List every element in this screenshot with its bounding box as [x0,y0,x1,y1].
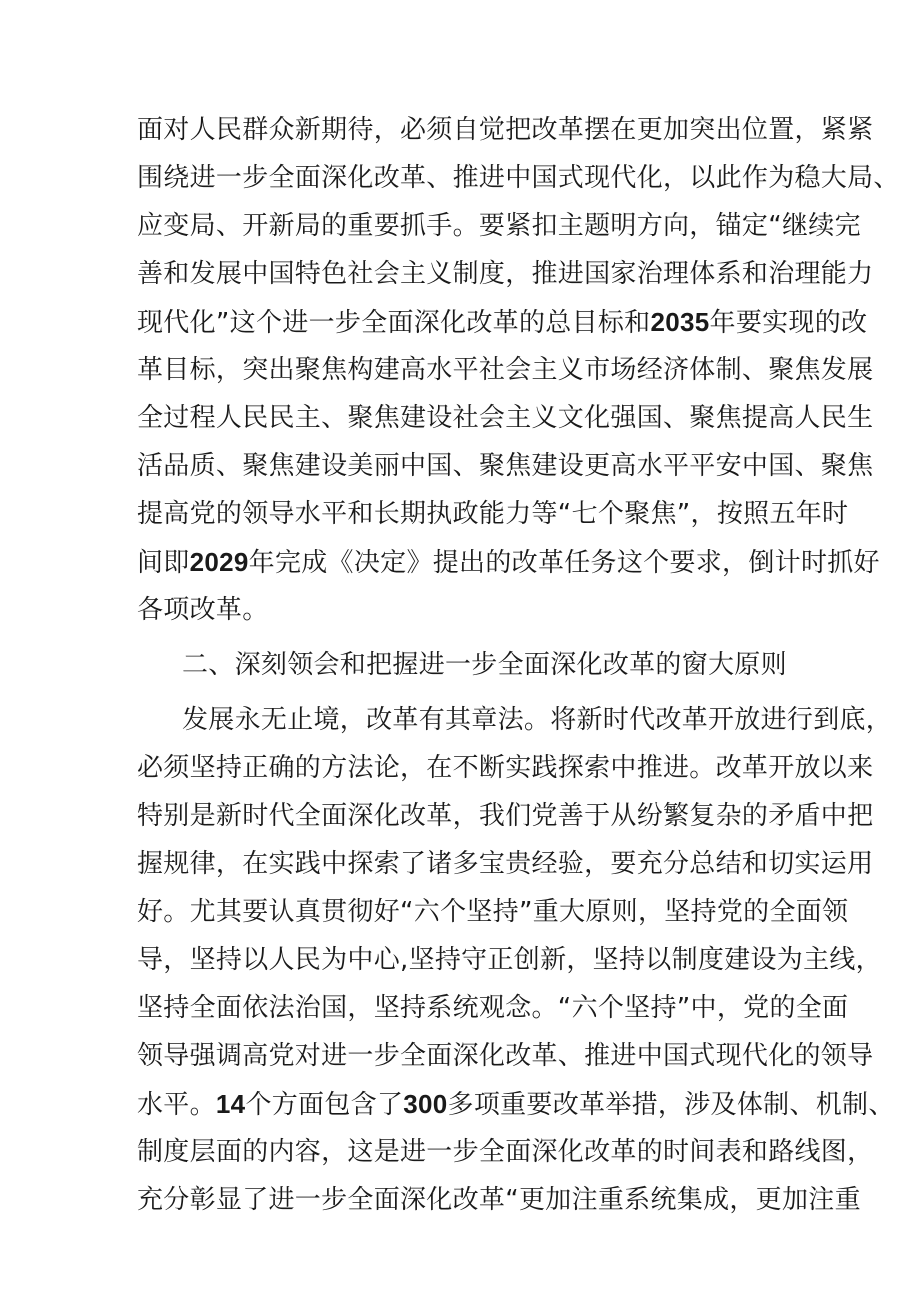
number-text: 2035 [650,307,710,337]
paragraph-line: 好。尤其要认真贯彻好“六个坚持”重大原则，坚持党的全面领 [137,897,849,927]
paragraph-line: 坚持全面依法治国，坚持系统观念。“六个坚持”中，党的全面 [137,993,849,1023]
section-heading: 二、深刻领会和把握进一步全面深化改革的窗大原则 [182,650,787,680]
paragraph-line: 发展永无止境，改革有其章法。将新时代改革开放进行到底， [182,705,893,735]
paragraph-line: 提高党的领导水平和长期执政能力等“七个聚焦”，按照五年时 [137,499,849,529]
paragraph-line: 导，坚持以人民为中心,坚持守正创新，坚持以制度建设为主线， [137,945,882,975]
paragraph-line: 水平。14个方面包含了300多项重要改革举措，涉及体制、机制、 [137,1089,895,1120]
paragraph-line: 各项改革。 [137,595,269,625]
paragraph-line: 必须坚持正确的方法论，在不断实践探索中推进。改革开放以来 [137,753,874,783]
paragraph-line: 革目标，突出聚焦构建高水平社会主义市场经济体制、聚焦发展 [137,355,874,385]
number-text: 2029 [189,547,249,577]
paragraph-line: 握规律，在实践中探索了诸多宝贵经验，要充分总结和切实运用 [137,849,874,879]
paragraph-line: 领导强调高党对进一步全面深化改革、推进中国式现代化的领导 [137,1041,874,1071]
paragraph-line: 围绕进一步全面深化改革、推进中国式现代化，以此作为稳大局、 [137,163,900,193]
paragraph-line: 应变局、开新局的重要抓手。要紧扣主题明方向，锚定“继续完 [137,211,861,241]
number-text: 14 [215,1089,246,1119]
number-text: 300 [403,1089,448,1119]
paragraph-line: 活品质、聚焦建设美丽中国、聚焦建设更高水平平安中国、聚焦 [137,451,874,481]
paragraph-line: 间即2029年完成《决定》提出的改革任务这个要求，倒计时抓好 [137,547,880,578]
paragraph-line: 特别是新时代全面深化改革，我们党善于从纷繁复杂的矛盾中把 [137,801,874,831]
paragraph-line: 制度层面的内容，这是进一步全面深化改革的时间表和路线图， [137,1137,874,1167]
paragraph-line: 充分彰显了进一步全面深化改革“更加注重系统集成，更加注重 [137,1185,861,1215]
paragraph-line: 善和发展中国特色社会主义制度，推进国家治理体系和治理能力 [137,259,874,289]
paragraph-line: 现代化”这个进一步全面深化改革的总目标和2035年要实现的改 [137,307,868,338]
paragraph-line: 面对人民群众新期待，必须自觉把改革摆在更加突出位置，紧紧 [137,115,874,145]
paragraph-line: 全过程人民民主、聚焦建设社会主义文化强国、聚焦提高人民生 [137,403,874,433]
